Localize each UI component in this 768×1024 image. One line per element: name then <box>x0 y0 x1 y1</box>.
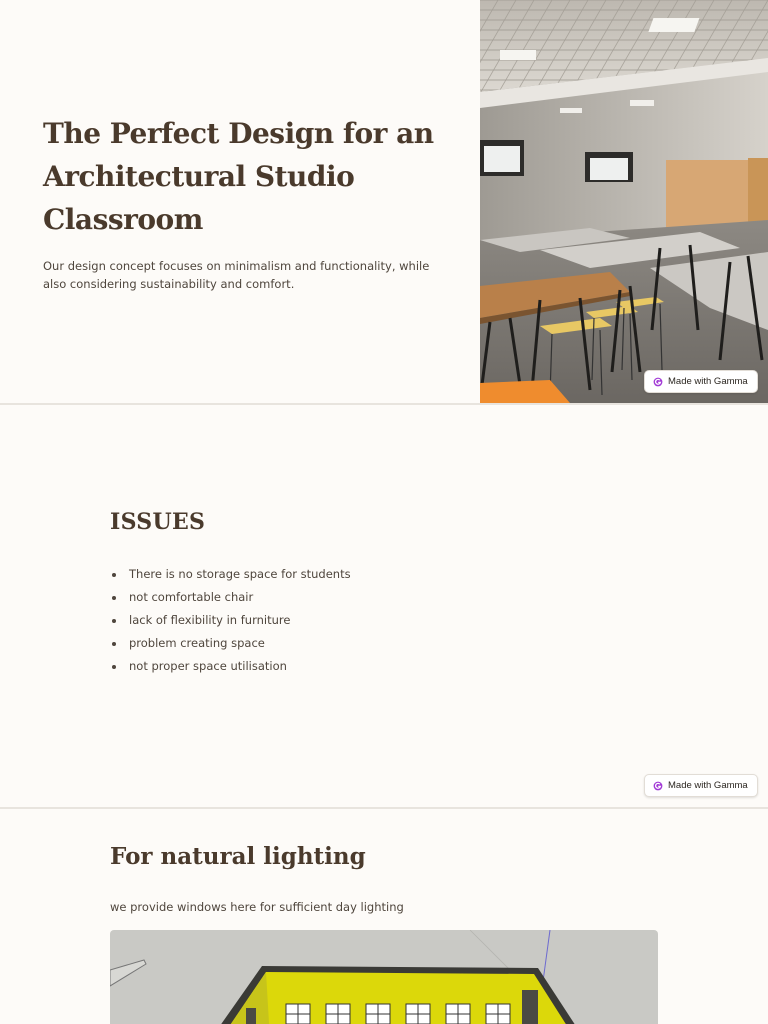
badge-label: Made with Gamma <box>668 780 748 791</box>
intro-text: Our design concept focuses on minimalism and functionality, while also considering sustainability and comfort. <box>43 259 430 291</box>
list-item: not proper space utilisation <box>110 655 351 678</box>
list-item: There is no storage space for students <box>110 563 351 586</box>
slide-intro <box>0 0 768 403</box>
gamma-logo-icon <box>653 377 663 387</box>
lighting-heading: For natural lighting <box>110 843 366 870</box>
made-with-gamma-badge[interactable] <box>644 370 758 393</box>
windows-model-image <box>110 930 658 1024</box>
studio-render-image <box>480 0 768 403</box>
lighting-text: we provide windows here for sufficient day lighting <box>110 900 404 914</box>
gamma-logo-icon <box>653 781 663 791</box>
issues-list <box>110 563 351 678</box>
page-title: The Perfect Design for an Architectural Studio Classroom <box>43 117 434 236</box>
slide-issues <box>0 405 768 807</box>
made-with-gamma-badge[interactable] <box>644 774 758 797</box>
list-item: lack of flexibility in furniture <box>110 609 351 632</box>
badge-label: Made with Gamma <box>668 376 748 387</box>
slide-natural-lighting <box>0 809 768 1024</box>
list-item: problem creating space <box>110 632 351 655</box>
list-item: not comfortable chair <box>110 586 351 609</box>
issues-heading: ISSUES <box>110 509 206 535</box>
